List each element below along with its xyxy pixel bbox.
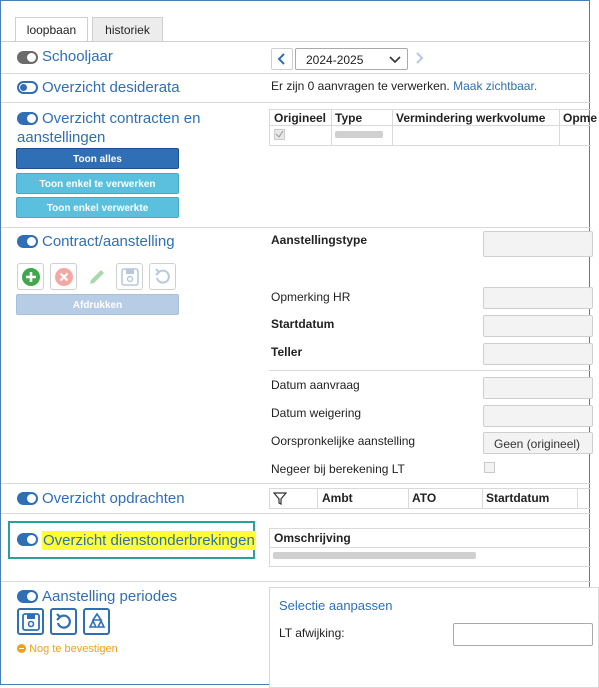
schooljaar-toggle[interactable] — [17, 51, 38, 64]
col-ato: ATO — [412, 491, 437, 505]
filter-icon[interactable] — [273, 491, 287, 505]
periodes-save-button[interactable] — [17, 608, 44, 635]
table-border — [331, 109, 332, 145]
lt-afwijking-input[interactable] — [453, 623, 593, 646]
table-border — [408, 488, 409, 508]
opmerking-hr-label: Opmerking HR — [271, 290, 351, 304]
undo-icon — [54, 612, 74, 632]
toon-alles-button[interactable]: Toon alles — [16, 148, 179, 169]
add-button[interactable] — [17, 263, 44, 290]
opmerking-hr-field[interactable] — [483, 287, 593, 309]
table-border — [269, 528, 591, 529]
divider — [1, 73, 591, 74]
periodes-recycle-button[interactable] — [83, 608, 110, 635]
print-button[interactable]: Afdrukken — [16, 294, 179, 315]
table-border — [269, 566, 591, 567]
table-border — [269, 547, 591, 548]
next-year-button[interactable] — [409, 48, 431, 70]
plus-circle-icon — [21, 267, 41, 287]
dienstonderbrekingen-title: Overzicht dienstonderbrekingen — [43, 532, 255, 549]
divider — [1, 102, 591, 103]
save-icon — [120, 267, 140, 287]
divider — [1, 581, 591, 582]
redacted-type — [335, 131, 383, 138]
make-visible-link[interactable]: Maak zichtbaar. — [453, 79, 538, 93]
table-border — [269, 125, 591, 126]
table-border — [269, 508, 591, 509]
toon-verwerkte-button[interactable]: Toon enkel verwerkte — [16, 197, 179, 218]
table-border — [269, 109, 591, 110]
col-type: Type — [335, 111, 363, 125]
chevron-left-icon — [272, 49, 292, 69]
contract-toggle[interactable] — [17, 235, 38, 248]
schooljaar-select[interactable] — [295, 48, 408, 70]
selectie-panel-title: Selectie aanpassen — [279, 598, 393, 613]
col-opmerking: Opme — [563, 111, 598, 125]
recycle-icon — [87, 612, 107, 632]
table-border — [269, 145, 591, 146]
lt-afwijking-label: LT afwijking: — [279, 626, 345, 640]
contracten-title-line2: aanstellingen — [17, 129, 106, 146]
save-icon — [21, 612, 41, 632]
pencil-icon — [87, 267, 107, 287]
aanstellingstype-field[interactable] — [483, 231, 593, 257]
datum-aanvraag-field[interactable] — [483, 377, 593, 399]
col-startdatum: Startdatum — [486, 491, 550, 505]
datum-weigering-label: Datum weigering — [271, 406, 362, 420]
col-omschrijving: Omschrijving — [274, 531, 351, 545]
divider — [1, 513, 591, 514]
periodes-toggle[interactable] — [17, 590, 38, 603]
tab-divider — [1, 41, 591, 42]
origineel-checkbox[interactable] — [274, 129, 285, 140]
teller-field[interactable] — [483, 343, 593, 365]
table-border — [317, 488, 318, 508]
toon-te-verwerken-button[interactable]: Toon enkel te verwerken — [16, 173, 179, 194]
contract-title: Contract/aanstelling — [42, 233, 175, 250]
contracten-toggle[interactable] — [17, 112, 38, 125]
table-border — [269, 109, 270, 145]
negeer-checkbox[interactable] — [484, 462, 495, 473]
undo-icon — [153, 267, 173, 287]
chevron-right-icon — [409, 48, 429, 68]
opdrachten-title: Overzicht opdrachten — [42, 490, 185, 507]
startdatum-field[interactable] — [483, 315, 593, 337]
negeer-label: Negeer bij berekening LT — [271, 462, 405, 476]
datum-aanvraag-label: Datum aanvraag — [271, 378, 360, 392]
periodes-title: Aanstelling periodes — [42, 588, 178, 605]
warning-icon — [17, 644, 26, 653]
periodes-status-text: Nog te bevestigen — [29, 643, 118, 655]
aanstellingstype-label: Aanstellingstype — [271, 233, 368, 247]
periodes-undo-button[interactable] — [50, 608, 77, 635]
edit-button[interactable] — [83, 263, 110, 290]
divider — [1, 227, 591, 228]
divider — [269, 370, 591, 371]
tab-historiek[interactable]: historiek — [92, 17, 163, 41]
prev-year-button[interactable] — [271, 48, 293, 70]
table-border — [269, 528, 270, 566]
col-ambt: Ambt — [322, 491, 353, 505]
tab-loopbaan[interactable]: loopbaan — [15, 17, 88, 41]
table-border — [392, 109, 393, 145]
desiderata-message — [271, 79, 537, 93]
oorspronkelijke-select[interactable] — [483, 432, 593, 454]
opdrachten-toggle[interactable] — [17, 492, 38, 505]
undo-button[interactable] — [149, 263, 176, 290]
table-border — [482, 488, 483, 508]
table-border — [559, 109, 560, 145]
periodes-status — [17, 643, 118, 655]
col-origineel: Origineel — [274, 111, 327, 125]
contracten-title-line1: Overzicht contracten en — [42, 110, 201, 127]
dienstonderbrekingen-toggle[interactable] — [17, 533, 38, 546]
oorspronkelijke-value: Geen (origineel) — [494, 437, 581, 451]
col-vermindering: Vermindering werkvolume — [396, 111, 546, 125]
table-border — [577, 488, 578, 508]
schooljaar-value: 2024-2025 — [306, 53, 364, 67]
chevron-down-icon — [389, 55, 401, 65]
table-border — [269, 488, 270, 508]
redacted-omschrijving — [273, 552, 476, 559]
startdatum-label: Startdatum — [271, 317, 335, 331]
oorspronkelijke-label: Oorspronkelijke aanstelling — [271, 434, 416, 448]
delete-button[interactable] — [50, 263, 77, 290]
divider — [1, 483, 591, 484]
desiderata-message-text: Er zijn 0 aanvragen te verwerken. — [271, 79, 450, 93]
desiderata-title: Overzicht desiderata — [42, 79, 180, 96]
close-circle-icon — [54, 267, 74, 287]
teller-label: Teller — [271, 345, 303, 359]
save-button[interactable] — [116, 263, 143, 290]
schooljaar-title: Schooljaar — [42, 48, 113, 65]
check-icon — [275, 130, 284, 139]
desiderata-toggle[interactable] — [17, 81, 38, 94]
datum-weigering-field[interactable] — [483, 405, 593, 427]
